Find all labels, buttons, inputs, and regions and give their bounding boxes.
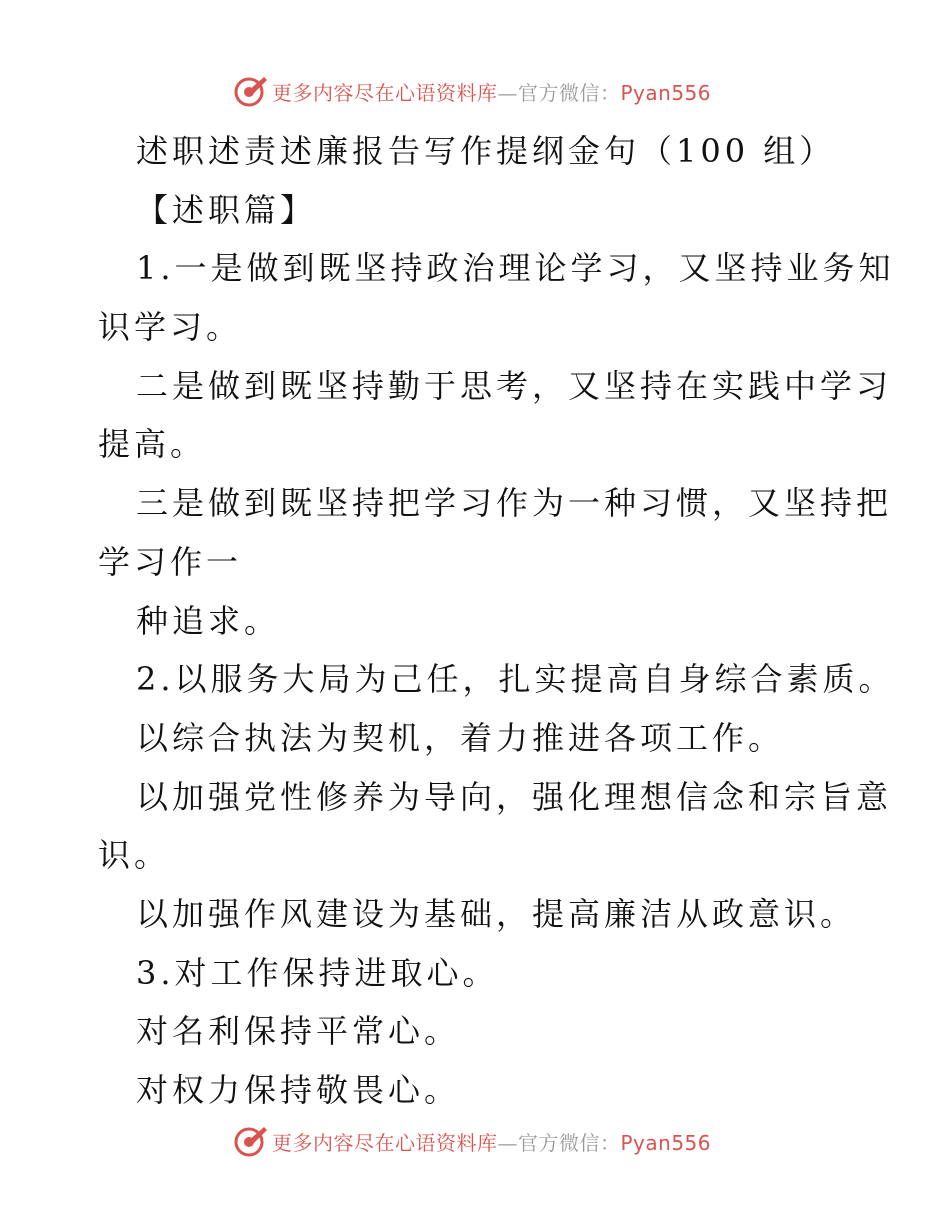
banner-wechat-id: Pyan556: [620, 80, 712, 105]
banner-text: [272, 77, 711, 106]
text-line: 以加强作风建设为基础，提高廉洁从政意识。: [136, 894, 857, 933]
pen-logo-icon: [234, 1124, 268, 1158]
text-line: 识学习。: [98, 308, 243, 347]
text-line: 识。: [98, 836, 171, 875]
text-line: 3.对工作保持进取心。: [136, 953, 499, 992]
header-banner: [234, 73, 734, 109]
text-line: 以加强党性修养为导向，强化理想信念和宗旨意: [136, 777, 893, 816]
text-line: 以综合执法为契机，着力推进各项工作。: [136, 718, 785, 757]
document-body: [98, 122, 895, 1120]
text-line: 二是做到既坚持勤于思考，又坚持在实践中学习: [136, 366, 893, 405]
section-heading: 【述职篇】: [136, 190, 317, 229]
footer-banner: [234, 1123, 734, 1159]
banner-main: 更多内容尽在心语资料库: [272, 1130, 498, 1155]
text-line: 提高。: [98, 425, 207, 464]
banner-main: 更多内容尽在心语资料库: [272, 80, 498, 105]
text-line: 学习作一: [98, 542, 243, 581]
banner-official: 官方微信：: [518, 1130, 621, 1155]
banner-official: 官方微信：: [518, 80, 621, 105]
banner-text: [272, 1127, 711, 1156]
text-line: 2.以服务大局为己任，扎实提高自身综合素质。: [136, 660, 895, 699]
document-title: 述职述责述廉报告写作提纲金句（100 组）: [136, 132, 836, 170]
text-line: 1.一是做到既坚持政治理论学习，又坚持业务知: [136, 249, 895, 288]
text-line: 对名利保持平常心。: [136, 1012, 461, 1051]
banner-dash: —: [497, 1130, 518, 1155]
pen-logo-icon: [234, 74, 268, 108]
text-line: 三是做到既坚持把学习作为一种习惯，又坚持把: [136, 484, 893, 523]
text-line: 对权力保持敬畏心。: [136, 1071, 461, 1109]
banner-dash: —: [497, 80, 518, 105]
banner-wechat-id: Pyan556: [620, 1130, 712, 1155]
text-line: 种追求。: [136, 601, 281, 640]
